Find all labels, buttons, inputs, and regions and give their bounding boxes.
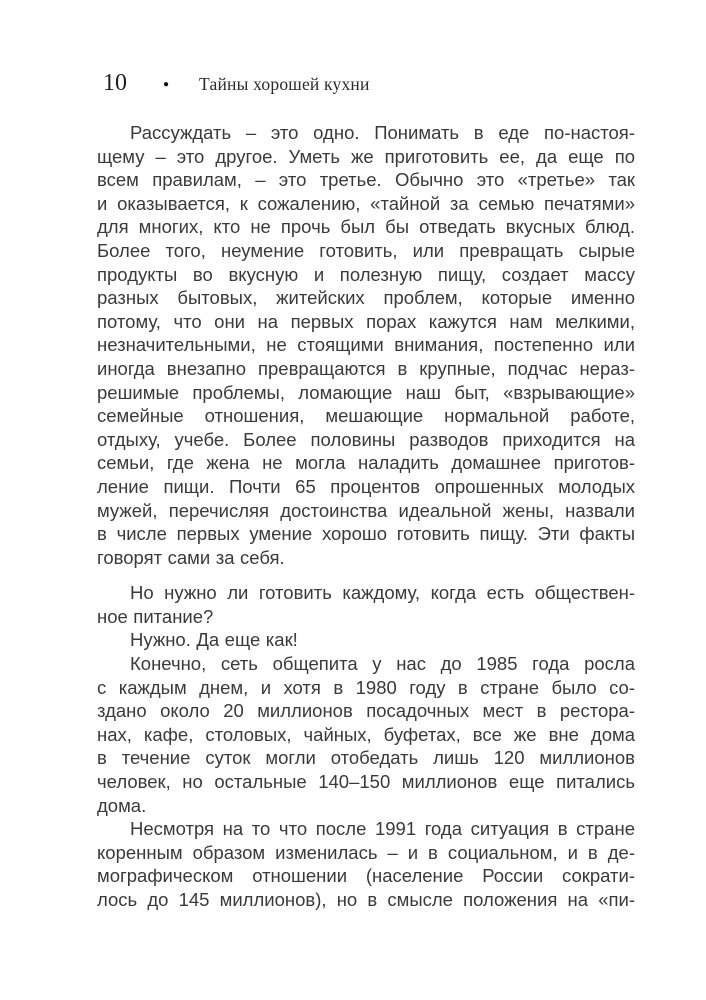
text-line: с каждым днем, и хотя в 1980 году в стране было со- bbox=[97, 676, 635, 698]
text-line: мографическом отношении (население России сократи- bbox=[97, 865, 635, 887]
text-line: и оказывается, к сожалению, «тайной за семью печатями» bbox=[97, 192, 635, 214]
paragraph-1 bbox=[97, 121, 635, 569]
text-line: коренным образом изменилась – и в социальном, и в де- bbox=[97, 841, 635, 863]
paragraph-5 bbox=[97, 817, 635, 911]
text-line: лось до 145 миллионов), но в смысле положения на «пи- bbox=[97, 889, 635, 910]
text-line: Нужно. Да еще как! bbox=[130, 629, 298, 651]
text-line: Но нужно ли готовить каждому, когда есть обществен- bbox=[130, 582, 635, 604]
text-line: решимые проблемы, ломающие наш быт, «взрывающие» bbox=[97, 381, 635, 403]
text-line: Рассуждать – это одно. Понимать в еде по-настоя- bbox=[130, 122, 635, 143]
text-line: Несмотря на то что после 1991 года ситуация в стране bbox=[130, 818, 635, 840]
text-line: здано около 20 миллионов посадочных мест в рестора- bbox=[97, 700, 635, 722]
page-number: 10 bbox=[103, 70, 127, 96]
text-line: Конечно, сеть общепита у нас до 1985 года росла bbox=[130, 653, 635, 675]
text-line: продукты во вкусную и полезную пищу, создает массу bbox=[97, 263, 635, 285]
page-header bbox=[103, 71, 370, 95]
text-line: незначительными, не стоящими внимания, постепенно или bbox=[97, 334, 635, 356]
text-line: говорят сами за себя. bbox=[97, 546, 285, 568]
paragraph-3 bbox=[97, 628, 635, 652]
body-text bbox=[97, 121, 635, 912]
text-line: семейные отношения, мешающие нормальной работе, bbox=[97, 405, 635, 427]
text-line: всем правилам, – это третье. Обычно это «третье» так bbox=[97, 169, 635, 191]
paragraph-2 bbox=[97, 581, 635, 628]
text-line: для многих, кто не прочь был бы отведать вкусных блюд. bbox=[97, 216, 635, 238]
text-line: разных бытовых, житейских проблем, которые именно bbox=[97, 287, 635, 309]
text-line: отдыху, учебе. Более половины разводов приходится на bbox=[97, 428, 635, 450]
running-title: Тайны хорошей кухни bbox=[199, 74, 370, 94]
text-line: щему – это другое. Уметь же приготовить ее, да еще по bbox=[97, 145, 635, 167]
text-line: в течение суток могли отобедать лишь 120 миллионов bbox=[97, 747, 635, 769]
text-line: ление пищи. Почти 65 процентов опрошенных молодых bbox=[97, 475, 635, 497]
text-line: ное питание? bbox=[97, 605, 214, 627]
bullet-separator-icon: ● bbox=[163, 79, 170, 90]
text-line: семьи, где жена не могла наладить домашнее приготов- bbox=[97, 452, 635, 474]
text-line: нах, кафе, столовых, чайных, буфетах, все же вне дома bbox=[97, 723, 635, 745]
text-line: Более того, неумение готовить, или превращать сырые bbox=[97, 239, 635, 261]
text-line: человек, но остальные 140–150 миллионов еще питались bbox=[97, 771, 635, 793]
text-line: иногда внезапно превращаются в крупные, подчас нераз- bbox=[97, 357, 635, 379]
text-line: потому, что они на первых порах кажутся нам мелкими, bbox=[97, 310, 635, 332]
text-line: дома. bbox=[97, 794, 147, 816]
text-line: мужей, перечисляя достоинства идеальной жены, назвали bbox=[97, 499, 635, 521]
paragraph-4 bbox=[97, 652, 635, 817]
text-line: в числе первых умение хорошо готовить пищу. Эти факты bbox=[97, 523, 635, 545]
